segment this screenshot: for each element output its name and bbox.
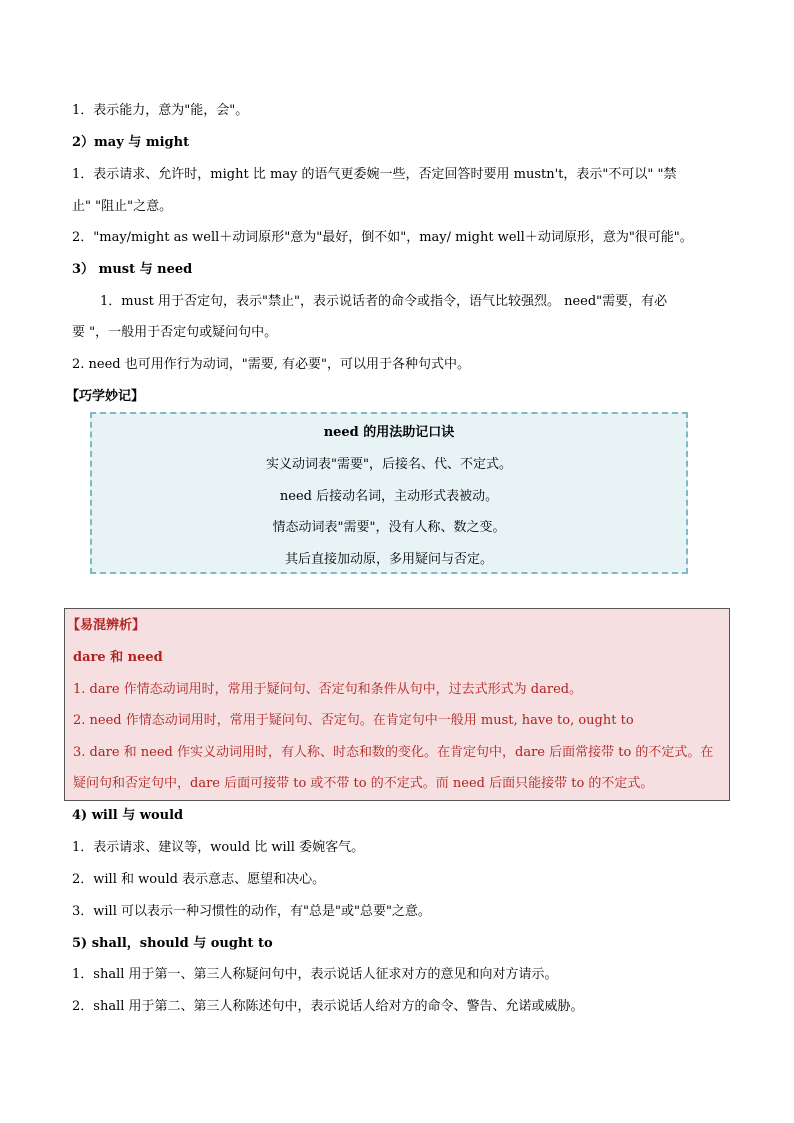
section-heading-must-need: 3） must 与 need [72,262,193,277]
memo-heading: 【巧学妙记】 [66,389,145,404]
confuse-line: 3. dare 和 need 作实义动词用时，有人称、时态和数的变化。在肯定句中，dare 后面常接带 to 的不定式。在 [73,745,714,760]
memo-line: 其后直接加动原，多用疑问与否定。 [284,552,493,567]
confuse-subheading: dare 和 need [73,650,163,665]
text-line: 1．shall 用于第一、第三人称疑问句中，表示说话人征求对方的意见和向对方请示。 [72,967,558,982]
section-heading-may-might: 2）may 与 might [72,135,190,150]
text-line: 2．will 和 would 表示意志、愿望和决心。 [72,872,326,887]
memo-title: need 的用法助记口诀 [323,425,455,440]
text-line: 2．shall 用于第二、第三人称陈述句中，表示说话人给对方的命令、警告、允诺或威胁。 [72,999,584,1014]
text-line: 1．表示请求、允许时，might 比 may 的语气更委婉一些，否定回答时要用 mustn't，表示"不可以" "禁 [72,167,677,182]
text-line: 1．表示请求、建议等，would 比 will 委婉客气。 [72,840,365,855]
text-line: 2. need 也可用作行为动词，"需要, 有必要"，可以用于各种句式中。 [72,357,470,372]
memo-line: need 后接动名词，主动形式表被动。 [279,489,499,504]
confuse-line: 疑问句和否定句中，dare 后面可接带 to 或不带 to 的不定式。而 need 后面只能接带 to 的不定式。 [73,776,654,791]
confuse-line: 1. dare 作情态动词用时，常用于疑问句、否定句和条件从句中，过去式形式为 dared。 [73,682,583,697]
confuse-line: 2. need 作情态动词用时，常用于疑问句、否定句。在肯定句中一般用 must, have to, ought to [73,713,634,728]
memo-line: 情态动词表"需要"，没有人称、数之变。 [272,520,506,535]
text-line: 1．must 用于否定句，表示"禁止"，表示说话者的命令或指令，语气比较强烈。 need"需要，有必 [100,294,668,309]
text-line: 2．"may/might as well＋动词原形"意为"最好，倒不如"，may/ might well＋动词原形，意为"很可能"。 [72,230,693,245]
text-line: 要 "，一般用于否定句或疑问句中。 [72,325,278,340]
section-heading-will-would: 4) will 与 would [72,808,184,823]
confuse-heading: 【易混辨析】 [67,618,146,633]
text-line: 止" "阻止"之意。 [72,199,173,214]
text-line: 3．will 可以表示一种习惯性的动作，有"总是"或"总要"之意。 [72,904,431,919]
confusion-analysis-box [64,608,730,801]
text-line: 1．表示能力，意为"能，会"。 [72,103,249,118]
memo-box [90,412,688,574]
section-heading-shall-should: 5) shall，should 与 ought to [72,936,273,951]
memo-line: 实义动词表"需要"，后接名、代、不定式。 [266,457,512,472]
